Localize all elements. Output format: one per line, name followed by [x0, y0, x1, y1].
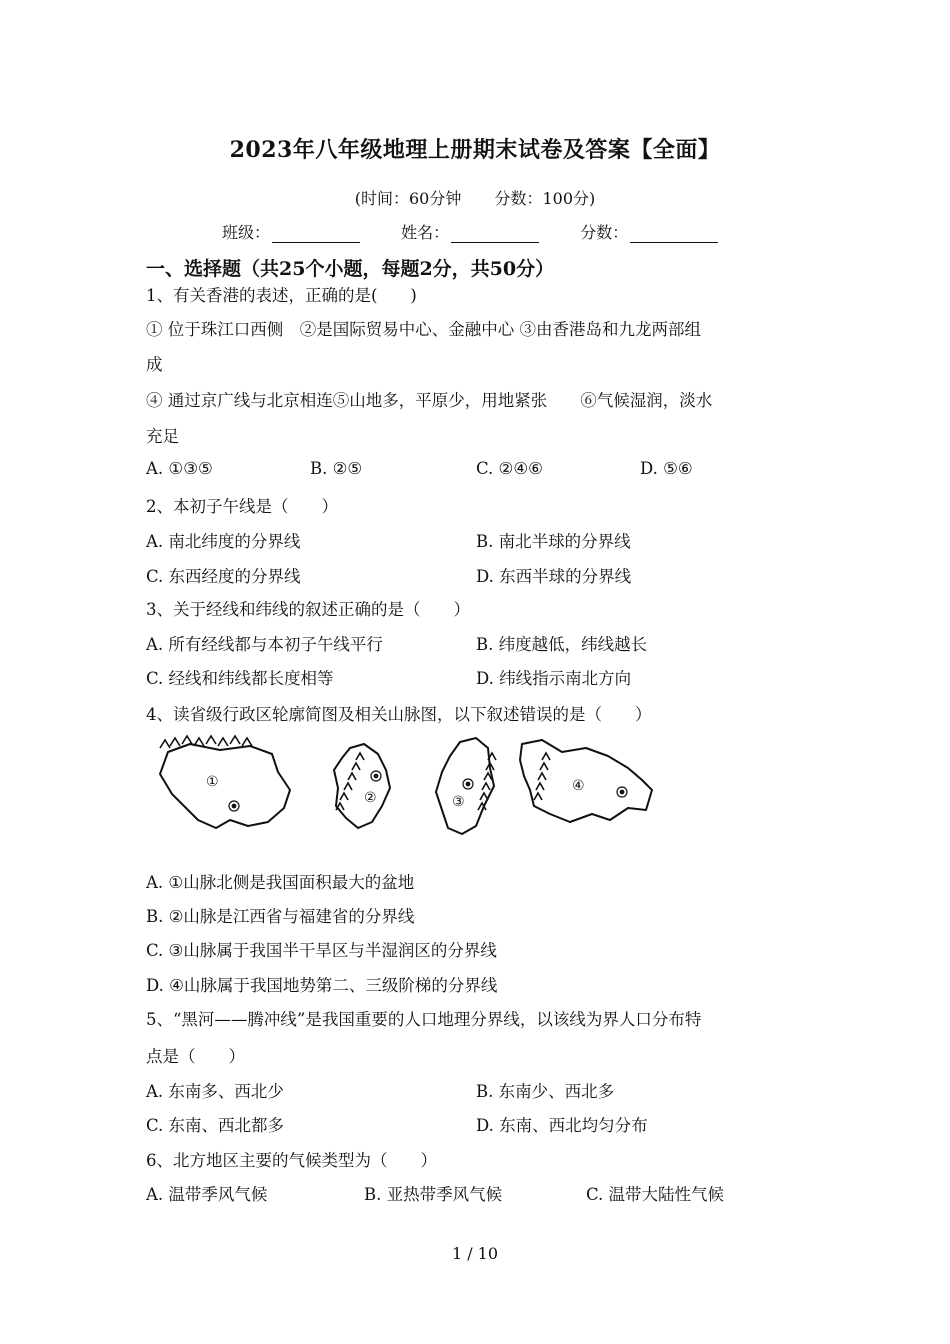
- name-field[interactable]: 姓名：: [401, 220, 539, 243]
- exam-info: [0, 186, 950, 209]
- q5-option-c[interactable]: C. 东南、西北都多: [146, 1116, 285, 1135]
- map-label-1: ①: [206, 774, 219, 790]
- q6-stem: 6、北方地区主要的气候类型为（ ）: [146, 1151, 437, 1170]
- map-label-2: ②: [364, 790, 377, 806]
- exam-total-score: 分数：100分): [494, 189, 596, 208]
- q2-stem: 2、本初子午线是（ ）: [146, 497, 338, 516]
- q1-line: ④ 通过京广线与北京相连⑤山地多，平原少，用地紧张 ⑥气候湿润，淡水: [146, 391, 713, 410]
- score-field[interactable]: 分数：: [580, 220, 718, 243]
- q5-stem: 点是（ ）: [146, 1047, 245, 1066]
- exam-time: (时间：60分钟: [354, 189, 462, 208]
- student-fields: [222, 220, 754, 243]
- q4-option-d[interactable]: D. ④山脉属于我国地势第二、三级阶梯的分界线: [146, 976, 498, 995]
- q3-option-c[interactable]: C. 经线和纬线都长度相等: [146, 669, 334, 688]
- q5-option-a[interactable]: A. 东南多、西北少: [146, 1082, 284, 1101]
- q1-line: ① 位于珠江口西侧 ②是国际贸易中心、金融中心 ③由香港岛和九龙两部组: [146, 320, 701, 339]
- q6-option-a[interactable]: A. 温带季风气候: [146, 1185, 268, 1204]
- mountain-range-4: [534, 753, 550, 800]
- q4-stem: 4、读省级行政区轮廓简图及相关山脉图，以下叙述错误的是（ ）: [146, 705, 652, 724]
- q6-option-c[interactable]: C. 温带大陆性气候: [586, 1185, 725, 1204]
- q1-option-d[interactable]: D. ⑤⑥: [640, 459, 693, 478]
- q5-stem: 5、“黑河——腾冲线”是我国重要的人口地理分界线，以该线为界人口分布特: [146, 1010, 702, 1029]
- q1-line: 充足: [146, 427, 179, 446]
- province-outline-4: [520, 740, 652, 822]
- q5-option-d[interactable]: D. 东南、西北均匀分布: [476, 1116, 648, 1135]
- q2-option-d[interactable]: D. 东西半球的分界线: [476, 567, 632, 586]
- q3-stem: 3、关于经线和纬线的叙述正确的是（ ）: [146, 600, 470, 619]
- map-label-3: ③: [452, 794, 465, 810]
- page-title: 2023年八年级地理上册期末试卷及答案【全面】: [229, 137, 721, 163]
- province-outline-3: [436, 738, 494, 834]
- q2-option-b[interactable]: B. 南北半球的分界线: [476, 532, 631, 551]
- q2-option-a[interactable]: A. 南北纬度的分界线: [146, 532, 301, 551]
- page-number: 1 / 10: [451, 1244, 499, 1263]
- q2-option-c[interactable]: C. 东西经度的分界线: [146, 567, 301, 586]
- q5-option-b[interactable]: B. 东南少、西北多: [476, 1082, 615, 1101]
- province-outline-maps: [150, 730, 670, 840]
- province-outline-1: [160, 744, 290, 828]
- q1-stem: 1、有关香港的表述，正确的是( ): [146, 286, 417, 305]
- q1-option-c[interactable]: C. ②④⑥: [476, 459, 543, 478]
- q3-option-b[interactable]: B. 纬度越低，纬线越长: [476, 635, 648, 654]
- q3-option-a[interactable]: A. 所有经线都与本初子午线平行: [146, 635, 383, 654]
- q4-option-c[interactable]: C. ③山脉属于我国半干旱区与半湿润区的分界线: [146, 941, 497, 960]
- q1-option-a[interactable]: A. ①③⑤: [146, 459, 213, 478]
- map-label-4: ④: [572, 778, 585, 794]
- q4-option-a[interactable]: A. ①山脉北侧是我国面积最大的盆地: [146, 873, 415, 892]
- q3-option-d[interactable]: D. 纬线指示南北方向: [476, 669, 632, 688]
- q1-line: 成: [146, 355, 163, 374]
- q4-option-b[interactable]: B. ②山脉是江西省与福建省的分界线: [146, 907, 415, 926]
- class-field[interactable]: 班级：: [222, 220, 360, 243]
- section-heading: 一、选择题（共25个小题，每题2分，共50分）: [146, 258, 555, 280]
- q1-option-b[interactable]: B. ②⑤: [310, 459, 363, 478]
- q6-option-b[interactable]: B. 亚热带季风气候: [364, 1185, 503, 1204]
